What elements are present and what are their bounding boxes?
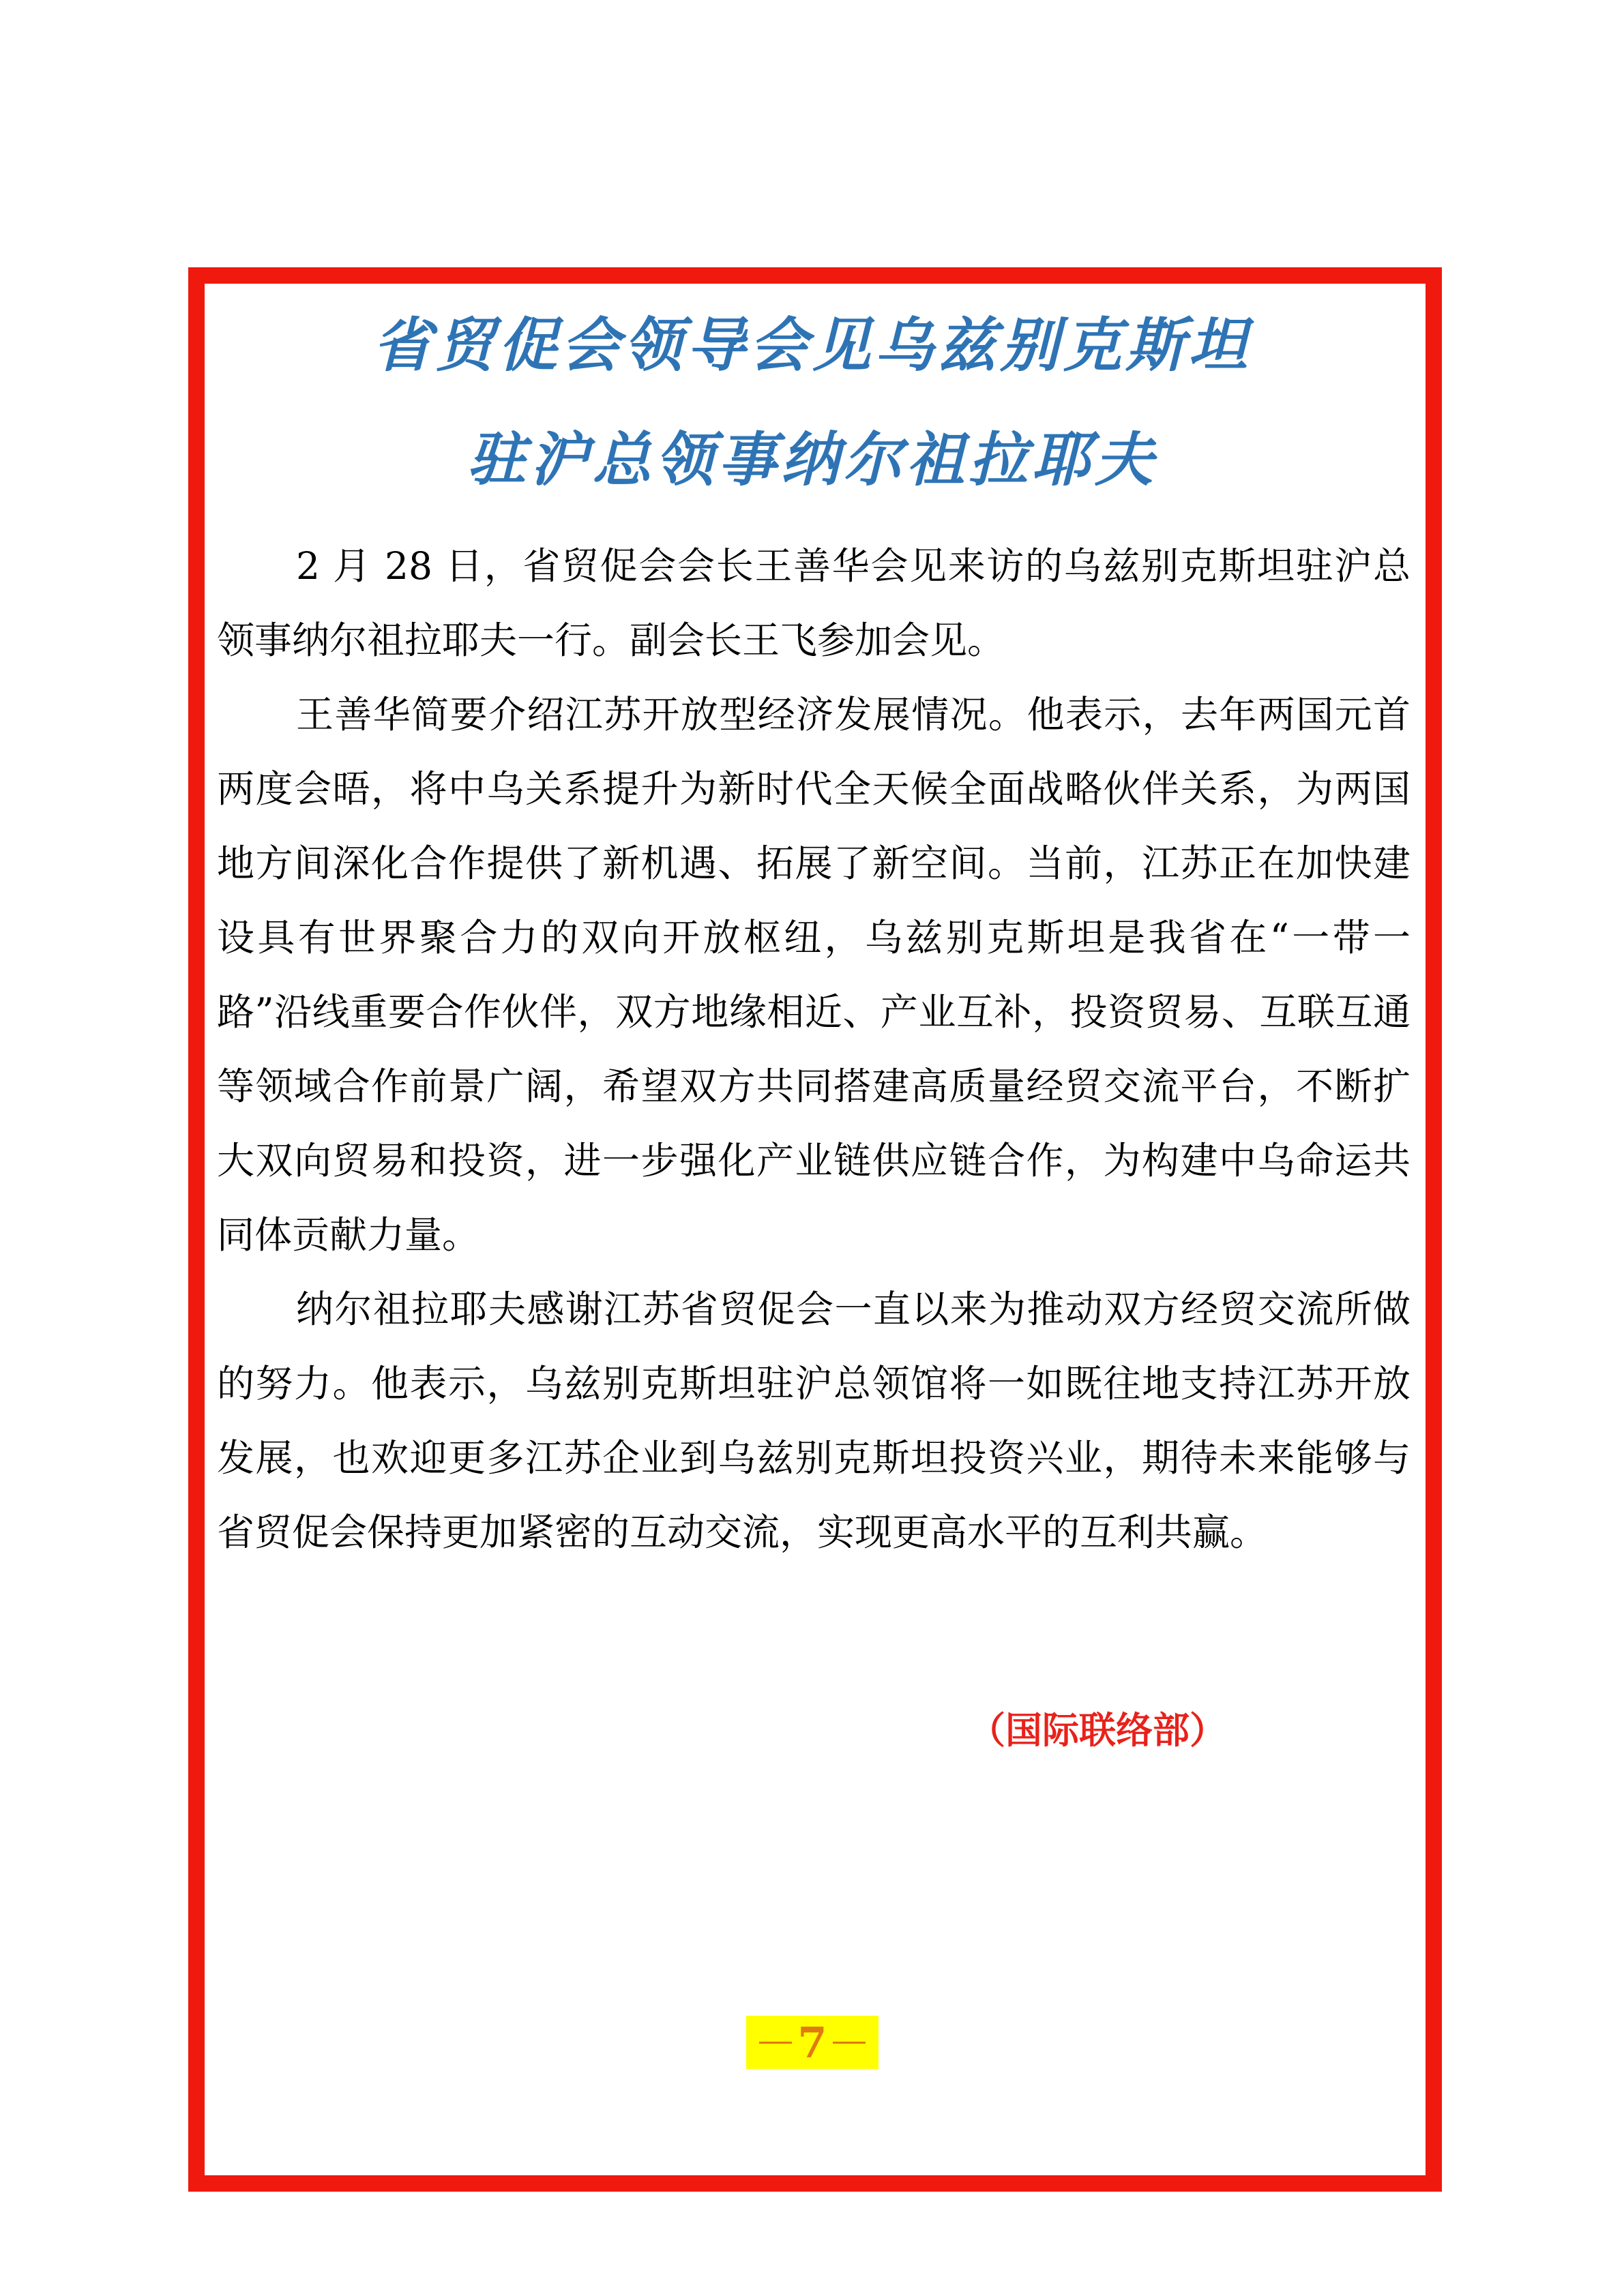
page-number-badge [746,2016,879,2069]
dash-right [833,2042,866,2044]
article-title-line-2: 驻沪总领事纳尔祖拉耶夫 [467,426,1157,494]
department-attribution: （国际联络部） [969,1708,1226,1752]
paragraph-3: 纳尔祖拉耶夫感谢江苏省贸促会一直以来为推动双方经贸交流所做的努力。他表示，乌兹别克斯坦驻沪总领馆将一如既往地支持江苏开放发展，也欢迎更多江苏企业到乌兹别克斯坦投资兴业，期待未来能够与省贸促会保持更加紧密的互动交流，实现更高水平的互利共赢。 [217,1287,1411,1554]
paragraph-2: 王善华简要介绍江苏开放型经济发展情况。他表示，去年两国元首两度会晤，将中乌关系提升为新时代全天候全面战略伙伴关系，为两国地方间深化合作提供了新机遇、拓展了新空间。当前，江苏正在加快建设具有世界聚合力的双向开放枢纽，乌兹别克斯坦是我省在“一带一路”沿线重要合作伙伴，双方地缘相近、产业互补，投资贸易、互联互通等领域合作前景广阔，希望双方共同搭建高质量经贸交流平台，不断扩大双向贸易和投资，进一步强化产业链供应链合作，为构建中乌命运共同体贡献力量。 [217,693,1411,1257]
article-body [217,529,1411,1570]
paragraph-1: 2 月 28 日，省贸促会会长王善华会见来访的乌兹别克斯坦驻沪总领事纳尔祖拉耶夫一行。副会长王飞参加会见。 [217,544,1411,662]
article-title-line-1: 省贸促会领导会见乌兹别克斯坦 [372,311,1252,380]
page-number: 7 [797,2017,827,2068]
dash-left [759,2042,792,2044]
